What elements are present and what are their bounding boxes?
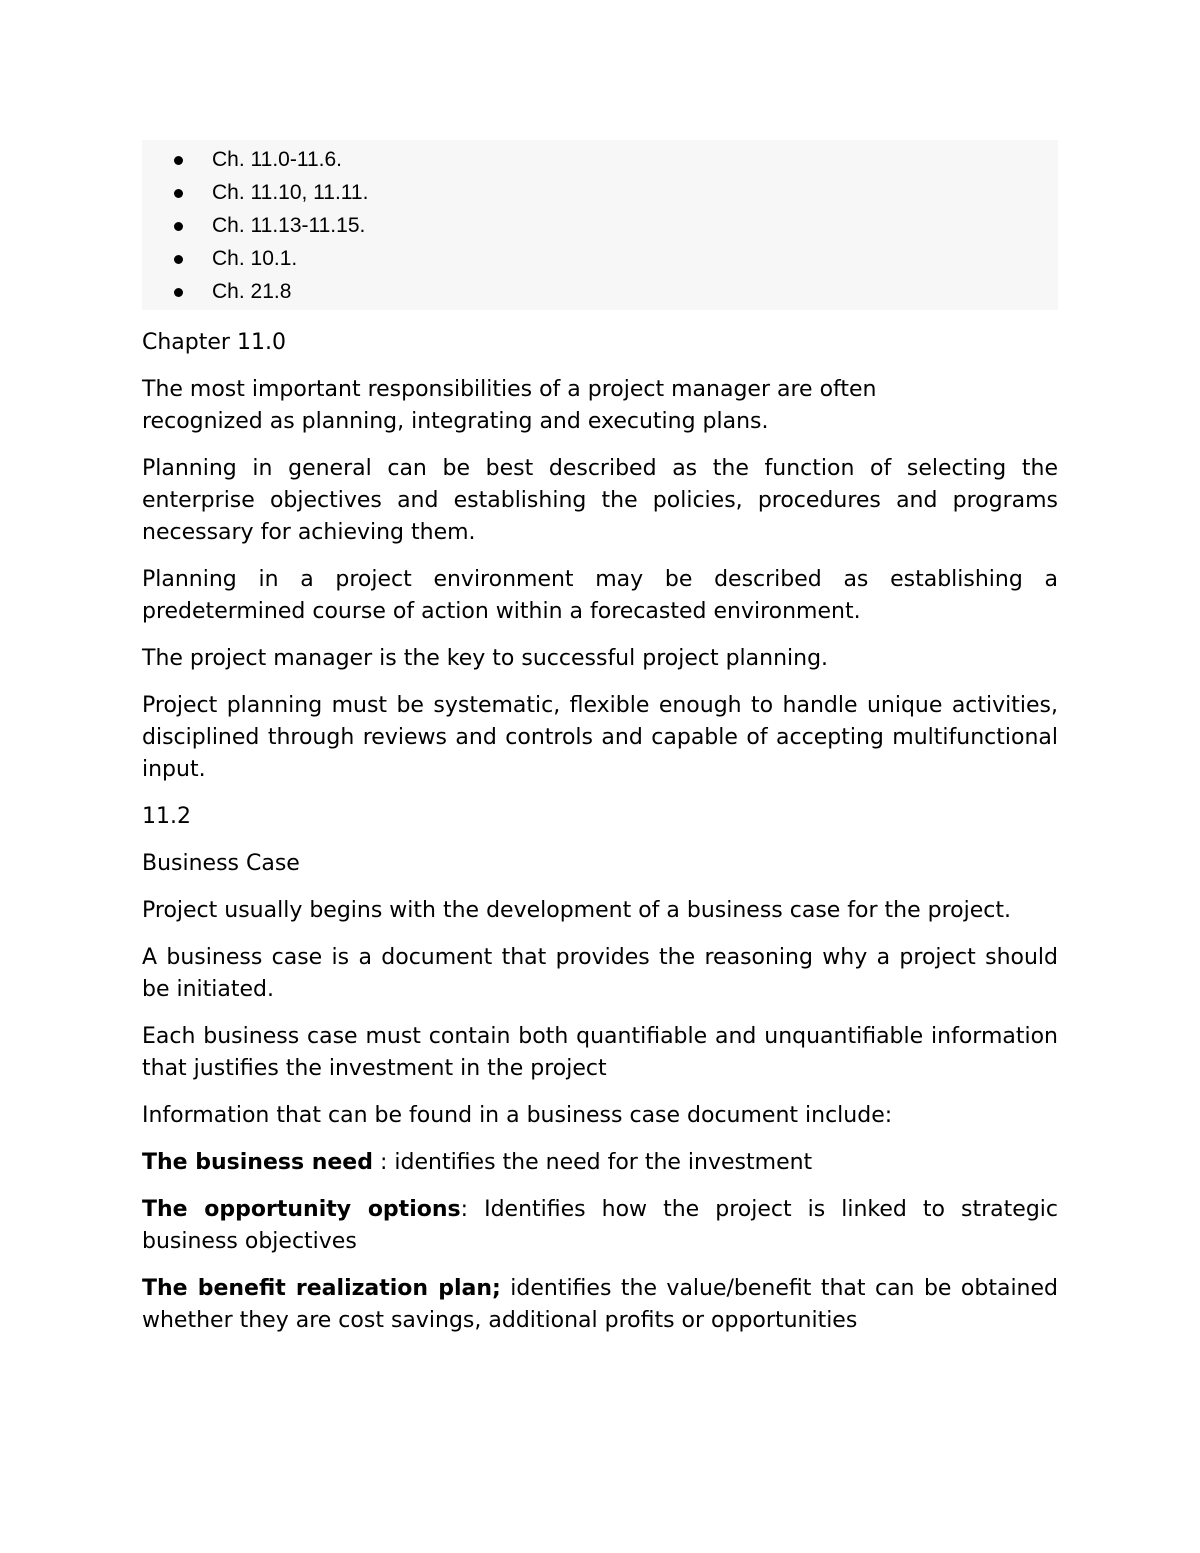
list-item-text: Ch. 11.13-11.15. (212, 214, 366, 237)
list-item (142, 242, 1058, 275)
paragraph-business-case-begins: Project usually begins with the development of a business case for the project. (142, 898, 1011, 923)
list-item-text: Ch. 10.1. (212, 247, 298, 270)
opportunity-options-item (142, 1194, 1058, 1258)
paragraph-responsibilities: The most important responsibilities of a project manager are often recognized as planning, integrating and executing plans. (142, 377, 877, 434)
paragraph-planning-general: Planning in general can be best described as the function of selecting the enterprise objectives and establishing the policies, procedures and programs necessary for achieving them. (142, 456, 1058, 545)
list-item (142, 143, 1058, 176)
bullet-icon (174, 288, 183, 297)
list-item-text: Ch. 11.0-11.6. (212, 148, 342, 171)
paragraph-info-include: Information that can be found in a business case document include: (142, 1103, 893, 1128)
benefit-realization-item (142, 1273, 1058, 1337)
benefit-realization-term: The benefit realization plan; (142, 1276, 501, 1301)
opportunity-options-term: The opportunity options (142, 1197, 461, 1222)
opportunity-options-text: : Identifies how the project is linked to strategic business objectives (142, 1197, 1058, 1254)
section-number: 11.2 (142, 804, 191, 829)
bullet-icon (174, 222, 183, 231)
list-item-text: Ch. 11.10, 11.11. (212, 181, 369, 204)
paragraph-business-case-definition: A business case is a document that provides the reasoning why a project should be initiated. (142, 945, 1058, 1002)
benefit-realization-text: identifies the value/benefit that can be obtained whether they are cost savings, additional profits or opportunities (142, 1276, 1058, 1333)
business-need-item (142, 1147, 1058, 1179)
section-title: Business Case (142, 851, 300, 876)
paragraph-planning-project: Planning in a project environment may be described as establishing a predetermined course of action within a forecasted environment. (142, 567, 1058, 624)
paragraph-pm-key: The project manager is the key to successful project planning. (142, 646, 829, 671)
business-need-term: The business need (142, 1150, 373, 1175)
list-item (142, 275, 1058, 308)
bullet-icon (174, 189, 183, 198)
list-item (142, 209, 1058, 242)
chapter-heading: Chapter 11.0 (142, 330, 286, 355)
chapter-reference-list (142, 140, 1058, 310)
list-item (142, 176, 1058, 209)
bullet-icon (174, 156, 183, 165)
business-need-text: : identifies the need for the investment (372, 1150, 813, 1175)
document-page (142, 140, 1058, 1352)
paragraph-planning-systematic: Project planning must be systematic, flexible enough to handle unique activities, disciplined through reviews and controls and capable of accepting multifunctional input. (142, 693, 1058, 782)
bullet-icon (174, 255, 183, 264)
paragraph-business-case-contain: Each business case must contain both quantifiable and unquantifiable information that justifies the investment in the project (142, 1024, 1058, 1081)
list-item-text: Ch. 21.8 (212, 280, 292, 303)
